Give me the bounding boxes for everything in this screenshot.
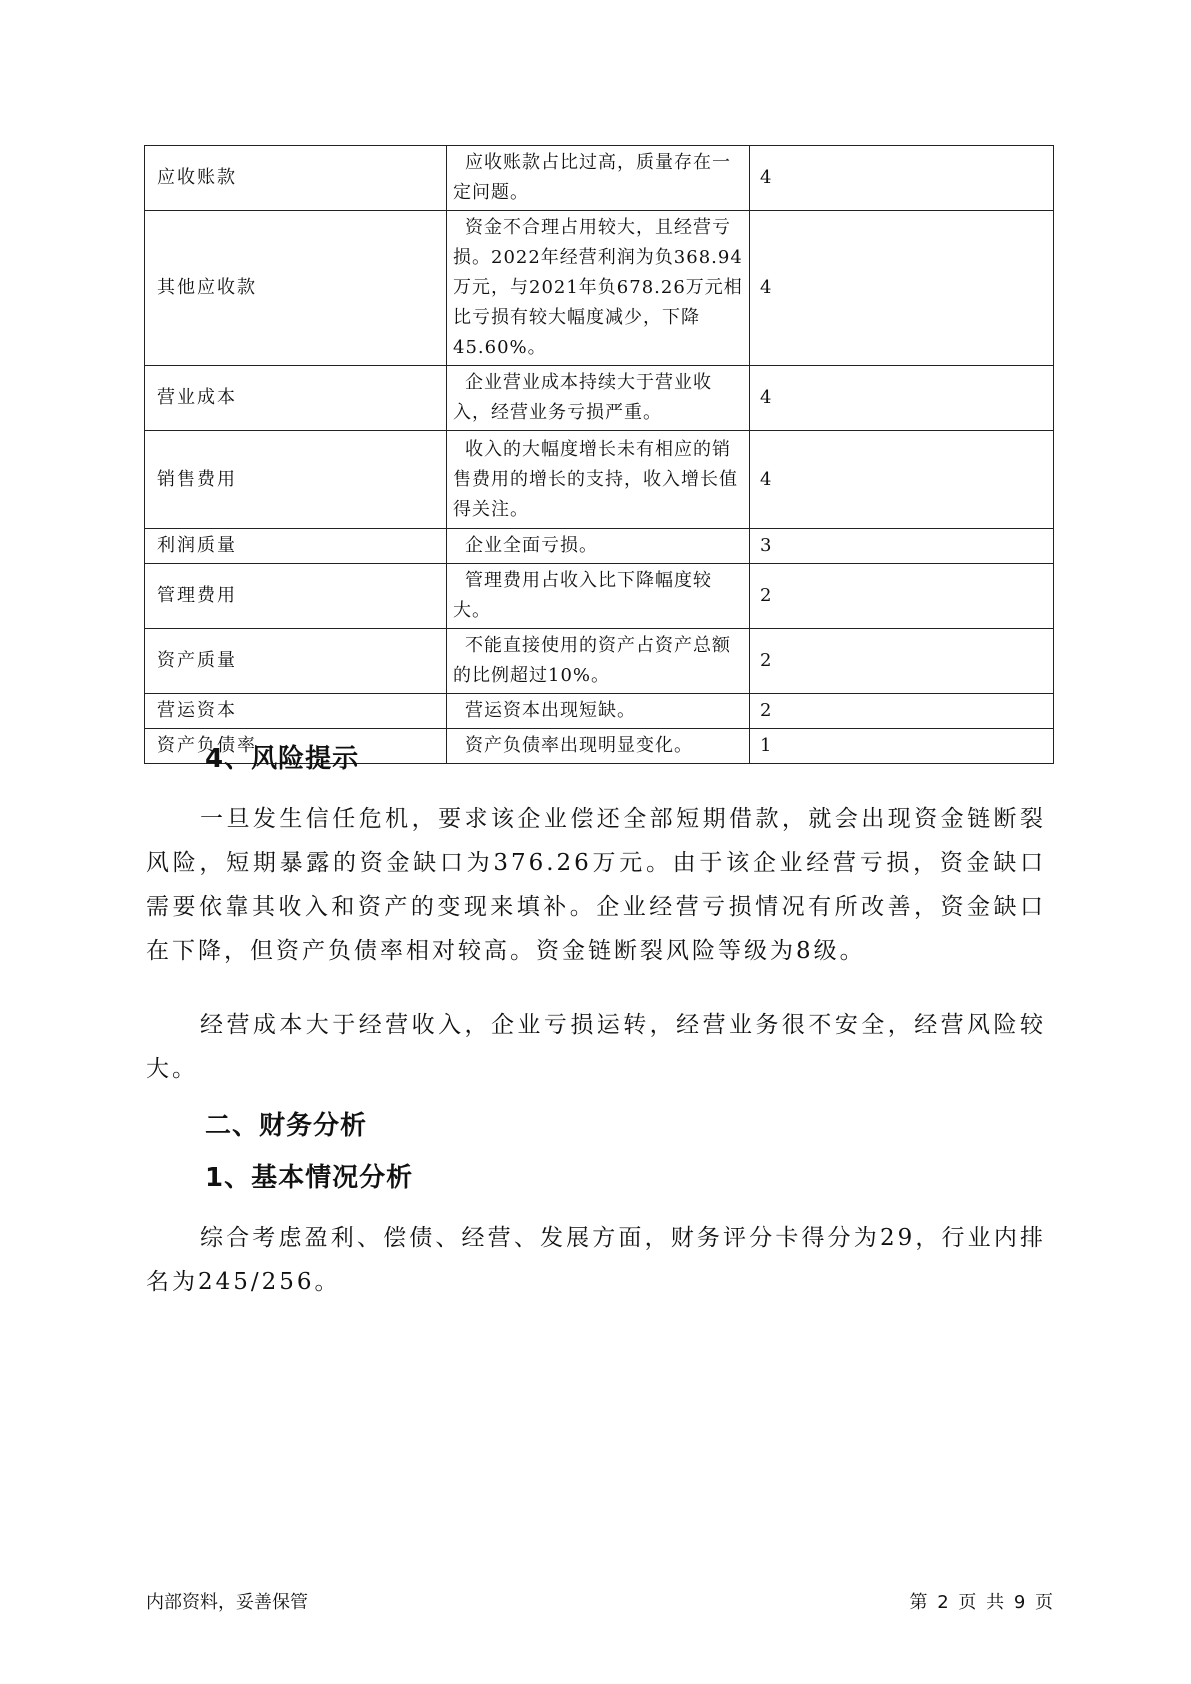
risk-description: 资金不合理占用较大，且经营亏损。2022年经营利润为负368.94万元，与2021年负678.26万元相比亏损有较大幅度减少，下降45.60%。 <box>447 211 750 366</box>
risk-item: 营运资本 <box>145 694 447 729</box>
risk-score: 4 <box>750 211 1054 366</box>
risk-factor-table <box>144 145 1054 764</box>
risk-description: 应收账款占比过高，质量存在一定问题。 <box>447 146 750 211</box>
risk-description: 管理费用占收入比下降幅度较大。 <box>447 564 750 629</box>
risk-item: 应收账款 <box>145 146 447 211</box>
risk-description: 企业营业成本持续大于营业收入，经营业务亏损严重。 <box>447 366 750 431</box>
risk-score: 2 <box>750 694 1054 729</box>
finance-paragraph: 综合考虑盈利、偿债、经营、发展方面，财务评分卡得分为29，行业内排名为245/256。 <box>146 1225 1046 1295</box>
risk-score: 2 <box>750 629 1054 694</box>
table-row <box>145 431 1054 529</box>
risk-item: 利润质量 <box>145 529 447 564</box>
risk-score: 4 <box>750 146 1054 211</box>
risk-item: 销售费用 <box>145 431 447 529</box>
table-row <box>145 146 1054 211</box>
risk-score: 4 <box>750 431 1054 529</box>
risk-item: 管理费用 <box>145 564 447 629</box>
table-row <box>145 564 1054 629</box>
risk-score: 4 <box>750 366 1054 431</box>
risk-score: 1 <box>750 729 1054 764</box>
risk-item: 资产质量 <box>145 629 447 694</box>
risk-description: 收入的大幅度增长未有相应的销售费用的增长的支持，收入增长值得关注。 <box>447 431 750 529</box>
risk-description: 企业全面亏损。 <box>447 529 750 564</box>
footer-page-number: 第 2 页 共 9 页 <box>909 1592 1053 1613</box>
risk-description: 不能直接使用的资产占资产总额的比例超过10%。 <box>447 629 750 694</box>
risk-score: 2 <box>750 564 1054 629</box>
risk-item: 其他应收款 <box>145 211 447 366</box>
risk-paragraph-1: 一旦发生信任危机，要求该企业偿还全部短期借款，就会出现资金链断裂风险，短期暴露的资金缺口为376.26万元。由于该企业经营亏损，资金缺口需要依靠其收入和资产的变现来填补。企业经营亏损情况有所改善，资金缺口在下降，但资产负债率相对较高。资金链断裂风险等级为8级。 <box>146 806 1046 964</box>
table-row <box>145 366 1054 431</box>
risk-score: 3 <box>750 529 1054 564</box>
section-heading-risk: 4、风险提示 <box>205 744 360 774</box>
risk-description: 资产负债率出现明显变化。 <box>447 729 750 764</box>
footer-confidential-note: 内部资料，妥善保管 <box>146 1592 308 1613</box>
risk-item: 资产负债率 <box>145 729 447 764</box>
table-row <box>145 211 1054 366</box>
table-row <box>145 694 1054 729</box>
risk-description: 营运资本出现短缺。 <box>447 694 750 729</box>
subsection-heading-basic: 1、基本情况分析 <box>205 1163 414 1193</box>
table-row <box>145 629 1054 694</box>
table-row <box>145 529 1054 564</box>
section-heading-finance: 二、财务分析 <box>205 1111 368 1141</box>
risk-paragraph-2: 经营成本大于经营收入，企业亏损运转，经营业务很不安全，经营风险较大。 <box>146 1012 1046 1082</box>
risk-item: 营业成本 <box>145 366 447 431</box>
